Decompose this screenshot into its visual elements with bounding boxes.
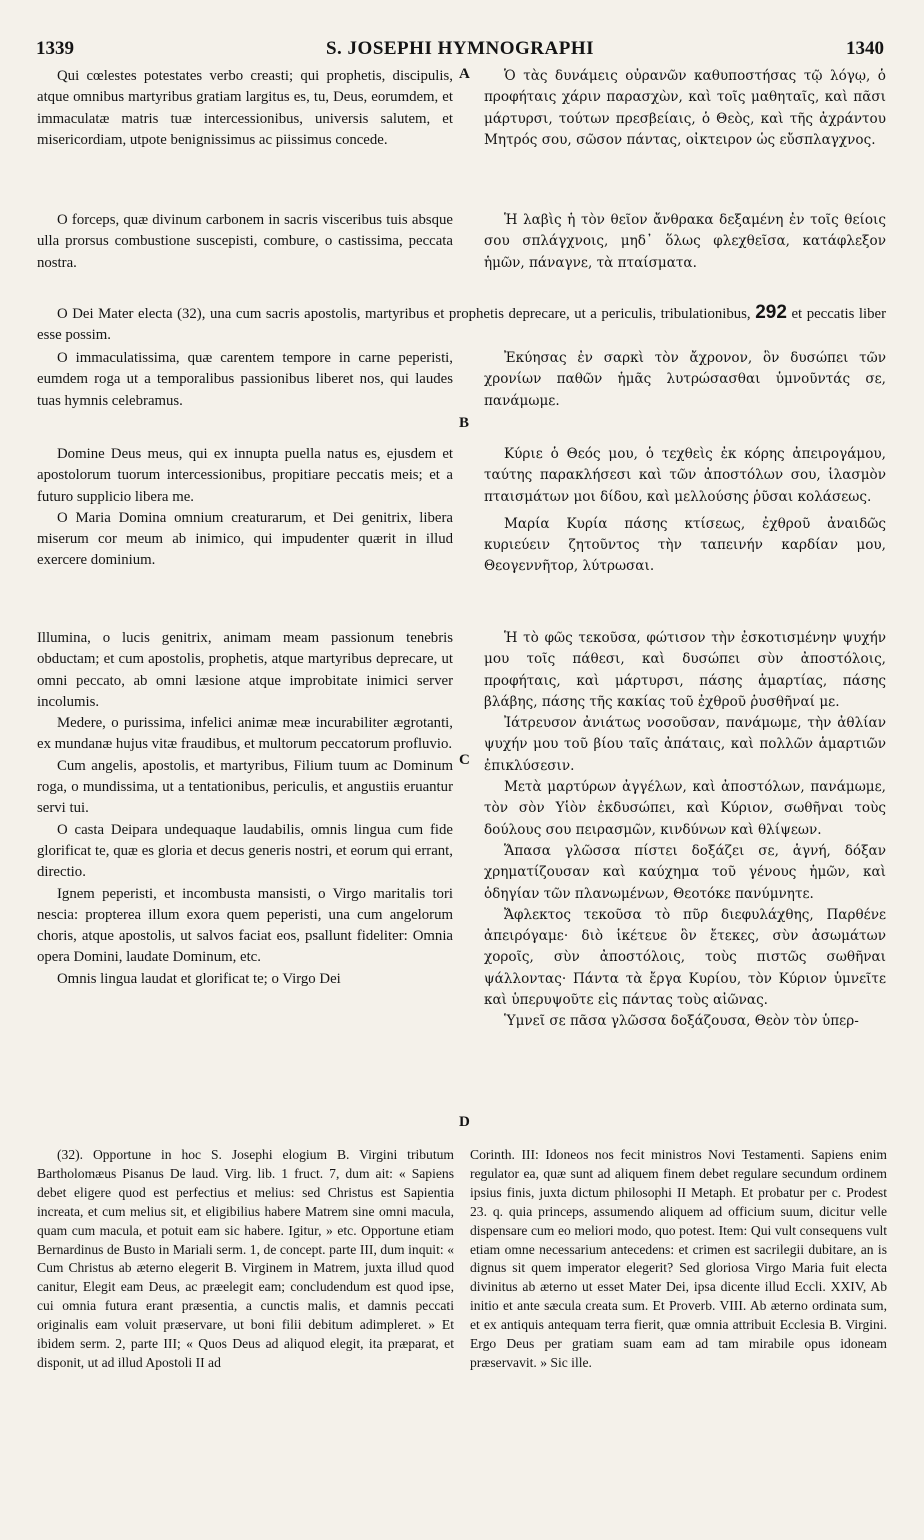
greek-paragraph: Ἄφλεκτος τεκοῦσα τὸ πῦρ διεφυλάχθης, Παρθένε ἀπειρόγαμε· διὸ ἱκέτευε ὃν ἔτεκες, σὺν ἀσωμάτων χοροῖς, σὺν ἀποστόλοις, τοὺς πιστῶς σωθῆναι ψάλλοντας· Πάντα τὰ ἔργα Κυρίου, τὸν Κύριον ὑμνεῖτε καὶ ὑπερυψοῦτε εἰς πάντας τοὺς αἰῶνας.: [484, 906, 886, 1009]
greek-paragraph: Ἡ τὸ φῶς τεκοῦσα, φώτισον τὴν ἐσκοτισμένην ψυχήν μου τοῖς πάθεσι, καὶ δυσώπει σὺν ἀποστόλοις, προφήταις, καὶ μάρτυρσι, πάσης ἁμαρτίας, πάσης βλάβης, πάσης τῆς κακίας τοῦ ἐχθροῦ ῥυσθῆναί με.: [484, 630, 886, 710]
full-width-paragraph: [37, 302, 886, 346]
latin-paragraph: Ignem peperisti, et incombusta mansisti, o Virgo maritalis tori nescia: propterea illum exora quem peperisti, una cum angelorum choris, atque apostolis, ut salvos faciat eos, psallunt fideliter: Omnia opera Domini, laudate Dominum, etc.: [37, 885, 453, 966]
margin-letter-b: B: [459, 415, 470, 431]
greek-paragraph: Ὁ τὰς δυνάμεις οὐρανῶν καθυποστήσας τῷ λόγῳ, ὁ προφήταις χάριν παρασχὼν, καὶ τοῖς μαθηταῖς, καὶ πᾶσι μάρτυρσι, τούτων πρεσβείαις, ὁ Θεὸς, καὶ τῆς ἀχράντου Μητρός σου, σῶσον πάντας, οἰκτειρον ὡς εὔσπλαγχνος.: [484, 68, 886, 148]
latin-paragraph: Medere, o purissima, infelici animæ meæ incurabiliter ægrotanti, ex mundanæ hujus vitæ fraudibus, et multorum peccatorum profluvio.: [37, 715, 453, 753]
full-text-before: O Dei Mater electa (32), una cum sacris apostolis, martyribus et prophetis deprecare, ut a periculis, tribulationibus,: [57, 306, 751, 322]
latin-paragraph: O casta Deipara undequaque laudabilis, omnis lingua cum fide glorificat te, quæ es gloria et decus generis nostri, et eorum qui errant, directio.: [37, 821, 453, 881]
page-header: [36, 38, 884, 64]
greek-column-block-4: [484, 444, 886, 614]
greek-paragraph: Ὑμνεῖ σε πᾶσα γλῶσσα δοξάζουσα, Θεὸν τὸν ὑπερ-: [504, 1013, 859, 1030]
margin-letter-c: C: [459, 752, 470, 768]
full-width-text: [37, 302, 886, 346]
greek-paragraph: Ἡ λαβὶς ἡ τὸν θεῖον ἄνθρακα δεξαμένη ἐν τοῖς θείοις σου σπλάγχνοις, μηδ᾽ ὅλως φλεχθεῖσα, κατάφλεξον ἡμῶν, πάναγνε, τὰ πταίσματα.: [484, 212, 886, 271]
greek-paragraph: Κύριε ὁ Θεός μου, ὁ τεχθεὶς ἐκ κόρης ἀπειρογάμου, ταύτης παρακλήσεσι καὶ τῶν ἀποστόλων σου, ἱλασμὸν πταισμάτων μοι δίδου, καὶ μελλούσης ῥῦσαι κολάσεως.: [484, 446, 886, 505]
left-page-number: 1339: [36, 38, 74, 59]
latin-paragraph: O immaculatissima, quæ carentem tempore in carne peperisti, eumdem roga ut a temporalibus passionibus liberet nos, qui laudes tuas hymnis celebramus.: [37, 350, 453, 409]
greek-column-block-1: [484, 66, 886, 191]
latin-paragraph: O forceps, quæ divinum carbonem in sacris visceribus tuis absque ulla prorsus combustione suscepisti, combure, o castissima, peccata nostra.: [37, 212, 453, 271]
footnote-text: (32). Opportune in hoc S. Josephi elogium B. Virgini tributum Bartholomæus Pisanus De laud. Virg. lib. 1 fruct. 7, dum ait: « Sapiens debet eligere quod est perfectius et melius: sed Christus est Sapientia increata, et cum melius sit, et eligibilius habere Matrem sine omni macula, quam cum macula, et potuit eam sic habere. Igitur, » etc. Opportune etiam Bernardinus de Busto in Mariali serm. 1, de concept. parte III, dum inquit: « Cum Christus ab æterno elegerit B. Virginem in Matrem, juxta illud quod canitur, Elegit eam Deus, ac præelegit eam; concludendum est quod ipse, cui omnia futura erant præsentia, a cunctis malis, et damnis peccati originalis eam voluit præservare, ut boni filii debitum adimpleret. » Et ibidem serm. 2, parte III; « Quos Deus ad aliquod elegit, ita præparat, et disponit, ut ad illud Apostoli II ad: [37, 1147, 454, 1370]
greek-column-block-3: [484, 348, 886, 414]
latin-column-block-2: [37, 210, 453, 298]
greek-column-block-2: [484, 210, 886, 276]
latin-paragraph: Omnis lingua laudat et glorificat te; o Virgo Dei: [57, 970, 341, 987]
latin-paragraph: Domine Deus meus, qui ex innupta puella natus es, ejusdem et apostolorum tuorum intercessionibus, propitiare peccatis meis; et a futuro supplicio libera me.: [37, 446, 453, 505]
footnote-right-column: [470, 1146, 887, 1510]
running-title: S. JOSEPHI HYMNOGRAPHI: [325, 38, 595, 59]
right-page-number: 1340: [846, 38, 884, 59]
latin-column-block-1: [37, 66, 453, 206]
latin-paragraph: Qui cœlestes potestates verbo creasti; qui prophetis, discipulis, atque omnibus martyribus gratiam largitus es, tu, Deus, eorumdem, et immaculatæ matris tuæ intercessionibus, universis salutem, et misericordiam, utpote benignissimus ac piissimus concede.: [37, 68, 453, 148]
greek-paragraph: Ἅπασα γλῶσσα πίστει δοξάζει σε, ἁγνή, δόξαν χρηματίζουσαν καὶ καύχημα τοῦ γένους ἡμῶν, καὶ ὁδηγίαν τῶν πλανωμένων, Θεοτόκε πανύμνητε.: [484, 842, 886, 902]
footnote-text: Corinth. III: Idoneos nos fecit ministros Novi Testamenti. Sapiens enim regulator ea, quæ sunt ad aliquem finem debet regulare secundum ordinem ipsius finis, juxta dictum philosophi II Metaph. Et probatur per c. Prodest 23. q. quia princeps, assumendo aliquem ad officium suum, dicitur velle dispensare cum eo meliori modo, quo potest. Item: Qui vult consequens vult etiam omne necessarium antecedens: et crimen est sacrilegii dubitare, an is dignus sit quem imperator elegerit? Sed gloriosa Virgo Maria fuit electa divinitus ab æterno ut esset Mater Dei, ipsa dicente illud Eccli. XXIV, Ab initio et ante sæcula creata sum. Et Proverb. VIII. Ab æterno ordinata sum, et ex antiquis antequam terra fierit, quæ omnia attribuit Ecclesia B. Virgini. Ergo Deus per gratiam suam eam ad tam mirabile opus idoneam præservavit. » Sic ille.: [470, 1147, 887, 1370]
column-number-292: 292: [755, 302, 787, 323]
latin-column-block-4: [37, 444, 453, 614]
greek-column-block-5: [484, 628, 886, 1136]
footnote-left-column: [37, 1146, 454, 1510]
greek-paragraph: Ἐκύησας ἐν σαρκὶ τὸν ἄχρονον, ὃν δυσώπει τῶν χρονίων παθῶν ἡμᾶς λυτρώσασθαι ὑμνοῦντάς σε, πανάμωμε.: [484, 350, 886, 409]
latin-column-block-5: [37, 628, 453, 1136]
margin-letter-d: D: [459, 1114, 470, 1130]
latin-paragraph: Cum angelis, apostolis, et martyribus, Filium tuum ac Dominum roga, o mundissima, ut a tentationibus, periculis, et angustiis eruantur servi tui.: [37, 757, 453, 817]
greek-paragraph: Ἰάτρευσον ἀνιάτως νοσοῦσαν, πανάμωμε, τὴν ἀθλίαν ψυχήν μου τοῦ βίου ταῖς ἀπάταις, καὶ πολλῶν ἁμαρτιῶν ἐπικλύσεσιν.: [484, 715, 886, 774]
latin-paragraph: O Maria Domina omnium creaturarum, et Dei genitrix, libera miserum cor meum ab inimico, qui impudenter quærit in illud exercere dominium.: [37, 509, 453, 569]
margin-letter-a: A: [459, 66, 470, 82]
latin-paragraph: Illumina, o lucis genitrix, animam meam passionum tenebris obductam; et cum apostolis, prophetis, atque martyribus deprecare, ut omni peccato, ab omni læsione atque improbitate inimici server incolumis.: [37, 630, 453, 710]
greek-paragraph: Μαρία Κυρία πάσης κτίσεως, ἐχθροῦ ἀναιδῶς κυριεύειν ζητοῦντος τὴν ταπεινήν καρδίαν μου, Θεογεννῆτορ, λύτρωσαι.: [484, 515, 886, 575]
full-text-after: et peccatis liber esse possim.: [37, 306, 886, 344]
latin-column-block-3: [37, 348, 453, 436]
greek-paragraph: Μετὰ μαρτύρων ἀγγέλων, καὶ ἀποστόλων, πανάμωμε, τὸν σὸν Υἱὸν ἐκδυσώπει, καὶ Κύριον, σωθῆναι τοὺς δούλους σου πειρασμῶν, κινδύνων καὶ θλίψεων.: [484, 779, 886, 838]
